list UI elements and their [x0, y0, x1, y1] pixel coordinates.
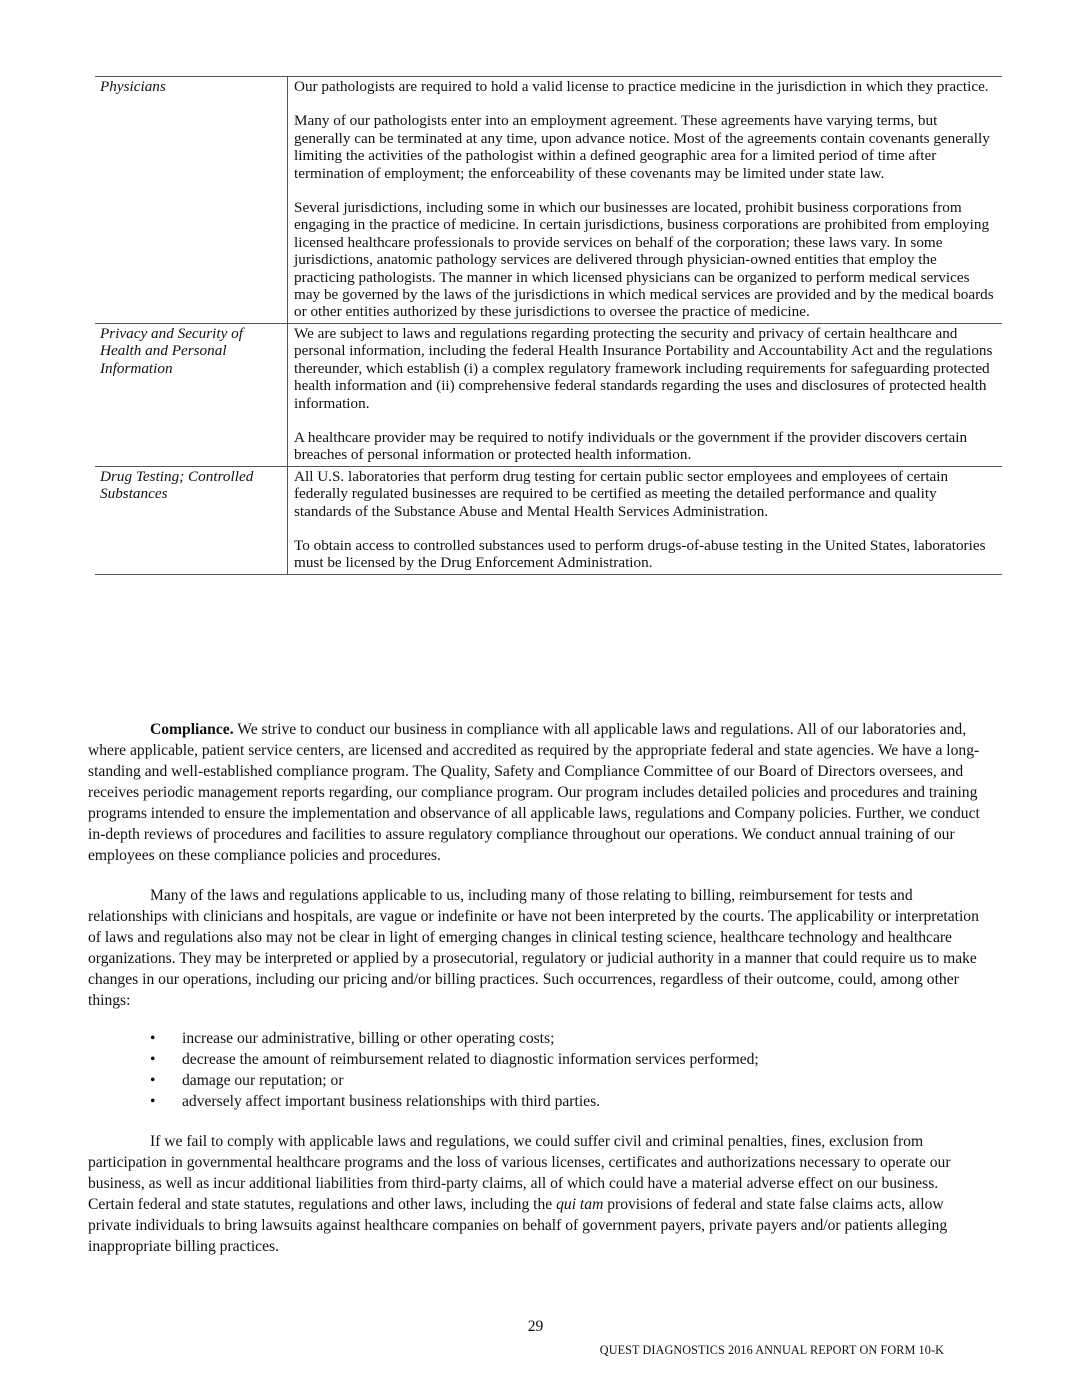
list-item-text: decrease the amount of reimbursement related to diagnostic information services performed;	[182, 1051, 759, 1068]
table-row	[95, 466, 1002, 574]
table-row	[95, 77, 1002, 324]
italic-term: qui tam	[556, 1196, 604, 1213]
compliance-section	[88, 719, 984, 1276]
list-item-text: increase our administrative, billing or other operating costs;	[182, 1030, 555, 1047]
row-topic: Privacy and Security of Health and Personal Information	[95, 323, 288, 466]
paragraph-text: We strive to conduct our business in compliance with all applicable laws and regulations. All of our laboratories and, where applicable, patient service centers, are licensed and accredited as required by the appropriate federal and state agencies. We have a long-standing and well-established compliance program. The Quality, Safety and Compliance Committee of our Board of Directors oversees, and receives periodic management reports regarding, our compliance program. Our program includes detailed policies and procedures and training programs intended to ensure the implementation and observance of all applicable laws, regulations and Company policies. Further, we conduct in-depth reviews of procedures and facilities to assure regulatory compliance throughout our operations. We conduct annual training of our employees on these compliance policies and procedures.	[88, 721, 980, 864]
list-item-text: damage our reputation; or	[182, 1072, 344, 1089]
bullet-icon: •	[150, 1072, 156, 1089]
paragraph: All U.S. laboratories that perform drug testing for certain public sector employees and employees of certain federally regulated businesses are required to be certified as meeting the detailed performance and quality standards of the Substance Abuse and Mental Health Services Administration.	[294, 467, 949, 520]
paragraph: Many of the laws and regulations applicable to us, including many of those relating to billing, reimbursement for tests and relationships with clinicians and hospitals, are vague or indefinite or have not been interpreted by the courts. The applicability or interpretation of laws and regulations also may not be clear in light of emerging changes in clinical testing science, healthcare technology and healthcare organizations. They may be interpreted or applied by a prosecutorial, regulatory or judicial authority in a manner that could require us to make changes in our operations, including our pricing and/or billing practices. Such occurrences, regardless of their outcome, could, among other things:	[88, 887, 979, 1009]
list-item-text: adversely affect important business relationships with third parties.	[182, 1093, 601, 1110]
list-item	[88, 1091, 984, 1112]
paragraph-text: provisions of federal and state false claims acts, allow private individuals to bring lawsuits against healthcare companies on behalf of government payers, private payers and/or patients alleging inappropriate billing practices.	[88, 1196, 948, 1255]
table-row	[95, 323, 1002, 466]
paragraph: A healthcare provider may be required to notify individuals or the government if the provider discovers certain breaches of personal information or protected health information.	[294, 428, 968, 464]
paragraph: Several jurisdictions, including some in which our businesses are located, prohibit business corporations from engaging in the practice of medicine. In certain jurisdictions, business corporations are prohibited from employing licensed healthcare professionals to provide services on behalf of the corporation; these laws vary. In some jurisdictions, anatomic pathology services are delivered through physician-owned entities that employ the practicing pathologists. The manner in which licensed physicians can be organized to perform medical services may be governed by the laws of the jurisdictions in which medical services are provided and by the medical boards or other entities authorized by these jurisdictions to oversee the practice of medicine.	[294, 199, 994, 321]
paragraph: Many of our pathologists enter into an employment agreement. These agreements have varying terms, but generally can be terminated at any time, upon advance notice. Most of the agreements contain covenants generally limiting the activities of the pathologist within a defined geographic area for a limited period of time after termination of employment; the enforceability of these covenants may be limited under state law.	[294, 112, 990, 182]
compliance-heading: Compliance.	[150, 721, 234, 738]
row-topic: Physicians	[95, 77, 288, 324]
row-description	[288, 77, 1003, 324]
compliance-paragraph	[88, 719, 984, 866]
bullet-icon: •	[150, 1030, 156, 1047]
row-topic: Drug Testing; Controlled Substances	[95, 466, 288, 574]
row-description	[288, 466, 1003, 574]
paragraph: We are subject to laws and regulations regarding protecting the security and privacy of certain healthcare and personal information, including the federal Health Insurance Portability and Accountability Act and the regulations thereunder, which establish (i) a complex regulatory framework including requirements for safeguarding protected health information and (ii) comprehensive federal standards regarding the uses and disclosures of protected health information.	[294, 324, 993, 412]
list-item	[88, 1049, 984, 1070]
list-item	[88, 1070, 984, 1091]
bullet-icon: •	[150, 1051, 156, 1068]
paragraph-text: If we fail to comply with applicable laws and regulations, we could suffer civil and criminal penalties, fines, exclusion from participation in governmental healthcare programs and the loss of various licenses, certificates and authorizations necessary to operate our business, as well as incur additional liabilities from third-party claims, all of which could have a material adverse effect on our business. Certain federal and state statutes, regulations and other laws, including the	[88, 1133, 951, 1213]
paragraph: Our pathologists are required to hold a valid license to practice medicine in the jurisdiction in which they practice.	[294, 78, 989, 95]
paragraph: To obtain access to controlled substances used to perform drugs-of-abuse testing in the United States, laboratories must be licensed by the Drug Enforcement Administration.	[294, 536, 986, 572]
list-item	[88, 1028, 984, 1049]
paragraph	[88, 1131, 984, 1257]
page-number: 29	[527, 1318, 544, 1335]
bullet-list	[88, 1028, 984, 1112]
row-description	[288, 323, 1003, 466]
regulation-table	[95, 76, 1002, 575]
bullet-icon: •	[150, 1093, 156, 1110]
page-footer: QUEST DIAGNOSTICS 2016 ANNUAL REPORT ON FORM 10-K	[599, 1343, 944, 1357]
